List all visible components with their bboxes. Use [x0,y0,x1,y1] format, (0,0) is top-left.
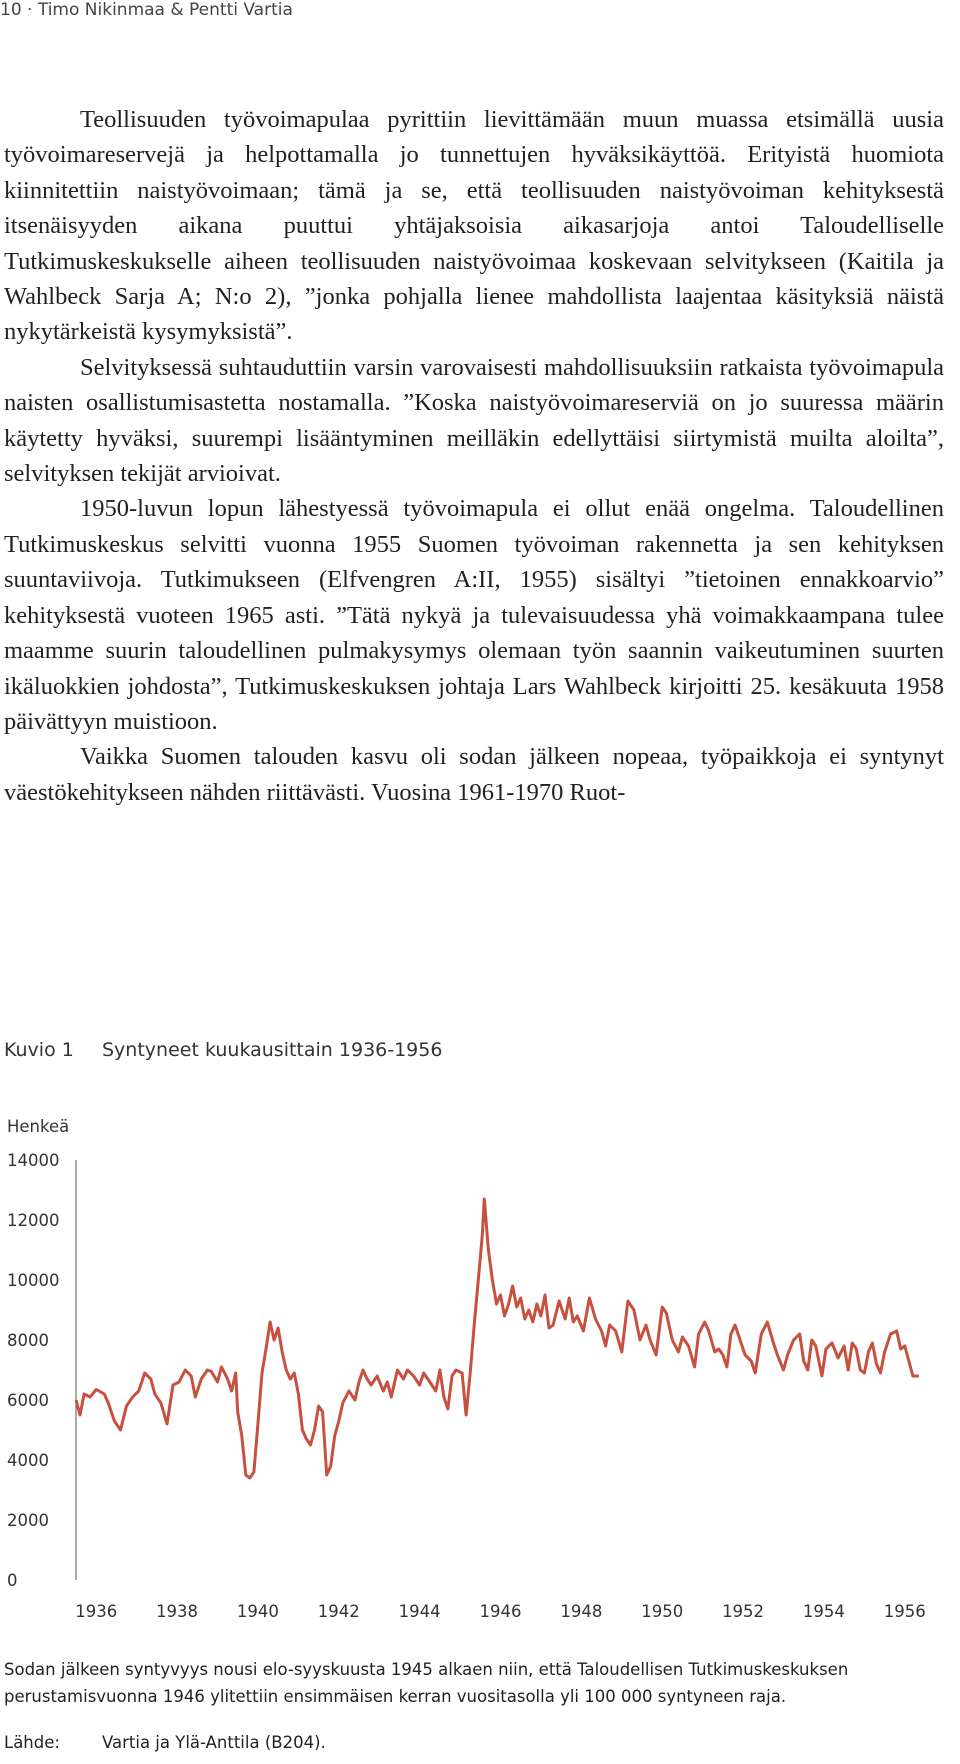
paragraph-3: 1950-luvun lopun lähestyessä työvoimapula ei ollut enää ongelma. Taloudellinen Tutkimuskeskus selvitti vuonna 1955 Suomen työvoiman rakennetta ja sen kehityksen suuntaviivoja. Tutkimukseen (Elfvengren A:II, 1955) sisältyi ”tietoinen ennakkoarvio” kehityksestä vuoteen 1965 asti. ”Tätä nykyä ja tulevaisuudessa yhä voimakkaampana tulee maamme suurin taloudellinen pulmakysymys olemaan työn saannin vaikeutuminen suurten ikäluokkien johdosta”, Tutkimuskeskuksen johtaja Lars Wahlbeck kirjoitti 25. kesäkuuta 1958 päivättyyn muistioon. [4,495,944,735]
x-tick-label: 1952 [722,1602,765,1621]
x-tick-label: 1956 [883,1602,926,1621]
y-tick-labels [7,1151,60,1590]
source-label: Lähde: [4,1733,60,1752]
figure-title-text: Syntyneet kuukausittain 1936-1956 [102,1039,443,1061]
x-tick-label: 1936 [75,1602,118,1621]
figure-caption: Sodan jälkeen syntyvyys nousi elo-syyskuusta 1945 alkaen niin, että Taloudellisen Tutkimuskeskuksen perustamisvuonna 1946 ylitettiin ensimmäisen kerran vuositasolla yli 100 000 syntyneen raja. [4,1660,849,1706]
figure-label: Kuvio 1 [4,1039,74,1061]
y-tick-label: 12000 [7,1211,60,1230]
x-tick-label: 1938 [156,1602,199,1621]
x-tick-label: 1954 [802,1602,845,1621]
x-tick-labels [75,1602,926,1621]
y-tick-label: 10000 [7,1271,60,1290]
x-tick-label: 1940 [236,1602,279,1621]
series-line-births [76,1199,919,1478]
x-tick-label: 1942 [317,1602,360,1621]
births-line-chart [0,1100,960,1650]
y-tick-label: 0 [7,1571,18,1590]
x-tick-label: 1946 [479,1602,522,1621]
article-body [4,102,944,810]
y-tick-label: 4000 [7,1451,49,1470]
paragraph-1: Teollisuuden työvoimapulaa pyrittiin lievittämään muun muassa etsimällä uusia työvoimareservejä ja helpottamalla jo tunnettujen hyväksikäyttöä. Erityistä huomiota kiinnitettiin naistyövoimaan; tämä ja se, että teollisuuden naistyövoiman kehityksestä itsenäisyyden aikana puuttui yhtäjaksoisia aikasarjoja antoi Taloudelliselle Tutkimuskeskukselle aiheen teollisuuden naistyövoimaa koskevaan selvitykseen (Kaitila ja Wahlbeck Sarja A; N:o 2), ”jonka pohjalla lienee mahdollista laajentaa käsityksiä näistä nykytärkeistä kysymyksistä”. [4,106,944,346]
y-axis-label: Henkeä [7,1117,70,1136]
y-tick-label: 2000 [7,1511,49,1530]
running-header: 10 · Timo Nikinmaa & Pentti Vartia [0,0,293,20]
paragraph-4: Vaikka Suomen talouden kasvu oli sodan jälkeen nopeaa, työpaikkoja ei syntynyt väestökehitykseen nähden riittävästi. Vuosina 1961-1970 Ruot- [4,743,944,806]
source-text: Vartia ja Ylä-Anttila (B204). [102,1733,326,1752]
figure-title [4,1039,442,1061]
x-tick-label: 1950 [641,1602,684,1621]
x-tick-label: 1948 [560,1602,603,1621]
figure-source [4,1733,326,1752]
x-tick-label: 1944 [398,1602,441,1621]
y-tick-label: 14000 [7,1151,60,1170]
y-tick-label: 8000 [7,1331,49,1350]
paragraph-2: Selvityksessä suhtauduttiin varsin varovaisesti mahdollisuuksiin ratkaista työvoimapula naisten osallistumisastetta nostamalla. ”Koska naistyövoimareserviä on jo suuressa määrin käytetty hyväksi, suurempi lisääntyminen meilläkin edellyttäisi siirtymistä muilta aloilta”, selvityksen tekijät arvioivat. [4,353,944,488]
y-tick-label: 6000 [7,1391,49,1410]
